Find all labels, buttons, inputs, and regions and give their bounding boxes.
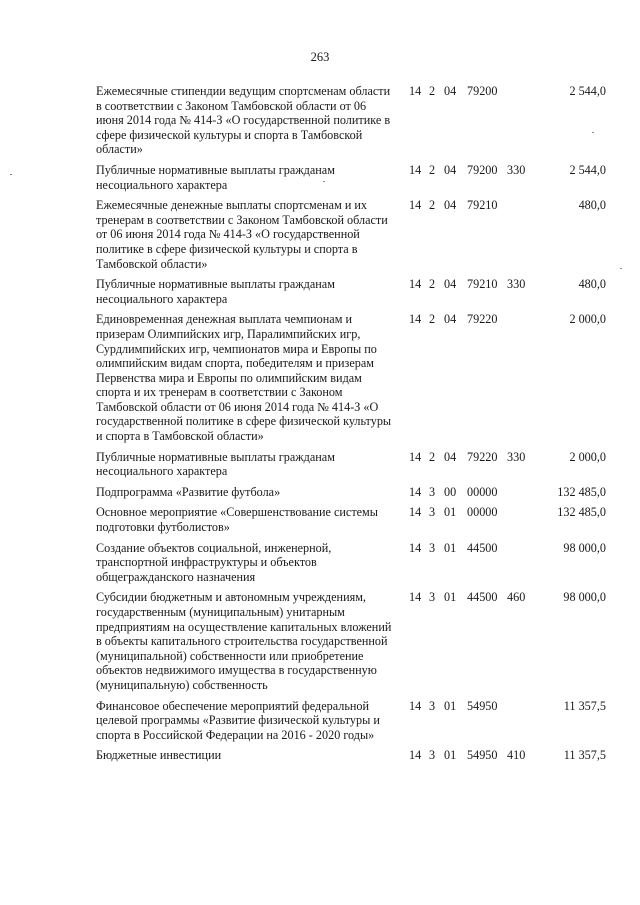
row-name: Субсидии бюджетным и автономным учреждениям, государственным (муниципальным) унитарным предприятиям на осуществление капитальных вложений в объекты капитального строительства государственной (муниципальной) собственности или приобретение объектов недвижимого имущества в государственную (муниципальную) собственность [96, 590, 392, 692]
row-subsection-code: 3 [429, 748, 436, 763]
budget-table [0, 84, 640, 769]
row-article-code: 04 [444, 277, 457, 292]
row-amount: 2 000,0 [569, 312, 606, 327]
table-row [0, 450, 640, 479]
row-name: Основное мероприятие «Совершенствование системы подготовки футболистов» [96, 505, 378, 535]
row-gr-code: 14 [409, 162, 422, 177]
row-name: Публичные нормативные выплаты гражданам несоциального характера [96, 162, 335, 192]
row-amount: 2 544,0 [569, 162, 606, 177]
row-amount: 11 357,5 [563, 698, 606, 713]
row-article-code: 04 [444, 84, 457, 98]
row-target-code: 54950 [467, 698, 498, 713]
row-gr-code: 14 [409, 590, 422, 605]
row-expense-type-code: 330 [507, 162, 526, 177]
row-subsection-code: 3 [429, 540, 436, 555]
table-row [0, 312, 640, 443]
row-subsection-code: 3 [429, 698, 436, 713]
scan-speck [592, 132, 594, 133]
row-name: Подпрограмма «Развитие футбола» [96, 484, 281, 499]
row-amount: 2 544,0 [569, 84, 606, 98]
table-row [0, 590, 640, 692]
row-gr-code: 14 [409, 277, 422, 292]
row-amount: 480,0 [578, 198, 606, 213]
row-subsection-code: 2 [429, 449, 436, 464]
row-target-code: 79200 [467, 162, 498, 177]
row-article-code: 04 [444, 162, 457, 177]
row-target-code: 79220 [467, 312, 498, 327]
row-subsection-code: 2 [429, 277, 436, 292]
page-number: 263 [310, 50, 330, 64]
row-name: Единовременная денежная выплата чемпионам и призерам Олимпийских игр, Паралимпийских игр, Сурдлимпийских игр, чемпионатов мира и Европы по олимпийским видам спорта, победителям и призерам Первенства мира и Европы по олимпийским видам спорта и их тренерам в соответствии с Законом Тамбовской области от 06 июня 2014 года № 414-З «О государственной политике в сфере физической культуры и спорта в Тамбовской области» [96, 312, 392, 444]
row-expense-type-code: 330 [507, 449, 526, 464]
row-target-code: 00000 [467, 505, 498, 520]
row-subsection-code: 3 [429, 484, 436, 499]
row-target-code: 54950 [467, 748, 498, 763]
row-expense-type-code: 330 [507, 277, 526, 292]
row-name: Публичные нормативные выплаты гражданам несоциального характера [96, 277, 335, 306]
table-row [0, 163, 640, 192]
row-article-code: 01 [444, 698, 457, 713]
row-subsection-code: 2 [429, 84, 436, 98]
row-amount: 2 000,0 [569, 449, 606, 464]
table-row [0, 748, 640, 763]
row-amount: 480,0 [578, 277, 606, 292]
table-row [0, 699, 640, 743]
row-gr-code: 14 [409, 312, 422, 327]
row-gr-code: 14 [409, 698, 422, 713]
row-target-code: 79200 [467, 84, 498, 98]
row-gr-code: 14 [409, 198, 422, 213]
row-target-code: 79210 [467, 277, 498, 292]
row-amount: 132 485,0 [557, 484, 606, 499]
row-article-code: 01 [444, 540, 457, 555]
table-row [0, 541, 640, 585]
row-amount: 132 485,0 [557, 505, 606, 520]
row-gr-code: 14 [409, 449, 422, 464]
table-row [0, 505, 640, 534]
table-row [0, 84, 640, 157]
row-amount: 98 000,0 [563, 590, 606, 605]
row-subsection-code: 3 [429, 590, 436, 605]
scan-speck [323, 181, 325, 182]
row-article-code: 01 [444, 590, 457, 605]
row-subsection-code: 2 [429, 198, 436, 213]
row-article-code: 00 [444, 484, 457, 499]
row-target-code: 44500 [467, 540, 498, 555]
row-target-code: 44500 [467, 590, 498, 605]
table-row [0, 485, 640, 500]
row-expense-type-code: 460 [507, 590, 526, 605]
row-article-code: 01 [444, 748, 457, 763]
row-gr-code: 14 [409, 540, 422, 555]
row-subsection-code: 2 [429, 162, 436, 177]
scan-speck [10, 174, 12, 175]
row-name: Публичные нормативные выплаты гражданам несоциального характера [96, 449, 335, 479]
row-target-code: 79220 [467, 449, 498, 464]
row-article-code: 04 [444, 312, 457, 327]
row-name: Бюджетные инвестиции [96, 748, 222, 763]
table-row [0, 277, 640, 306]
row-article-code: 04 [444, 198, 457, 213]
row-gr-code: 14 [409, 84, 422, 98]
row-gr-code: 14 [409, 505, 422, 520]
row-amount: 98 000,0 [563, 540, 606, 555]
row-article-code: 04 [444, 449, 457, 464]
row-gr-code: 14 [409, 748, 422, 763]
row-target-code: 00000 [467, 484, 498, 499]
row-amount: 11 357,5 [563, 748, 606, 763]
row-name: Ежемесячные стипендии ведущим спортсменам области в соответствии с Законом Тамбовской области от 06 июня 2014 года № 414-З «О государственной политике в сфере физической культуры и спорта в Тамбовской области» [96, 84, 391, 157]
row-name: Создание объектов социальной, инженерной, транспортной инфраструктуры и объектов общегражданского назначения [96, 540, 332, 584]
row-name: Ежемесячные денежные выплаты спортсменам и их тренерам в соответствии с Законом Тамбовской области от 06 июня 2014 года № 414-З «О государственной политике в сфере физической культуры и спорта в Тамбовской области» [96, 198, 388, 271]
row-expense-type-code: 410 [507, 748, 526, 763]
row-article-code: 01 [444, 505, 457, 520]
row-target-code: 79210 [467, 198, 498, 213]
row-gr-code: 14 [409, 484, 422, 499]
row-subsection-code: 3 [429, 505, 436, 520]
scan-speck [620, 268, 622, 269]
row-name: Финансовое обеспечение мероприятий федеральной целевой программы «Развитие физической культуры и спорта в Российской Федерации на 2016 - 2020 годы» [96, 698, 380, 742]
table-row [0, 198, 640, 271]
row-subsection-code: 2 [429, 312, 436, 327]
